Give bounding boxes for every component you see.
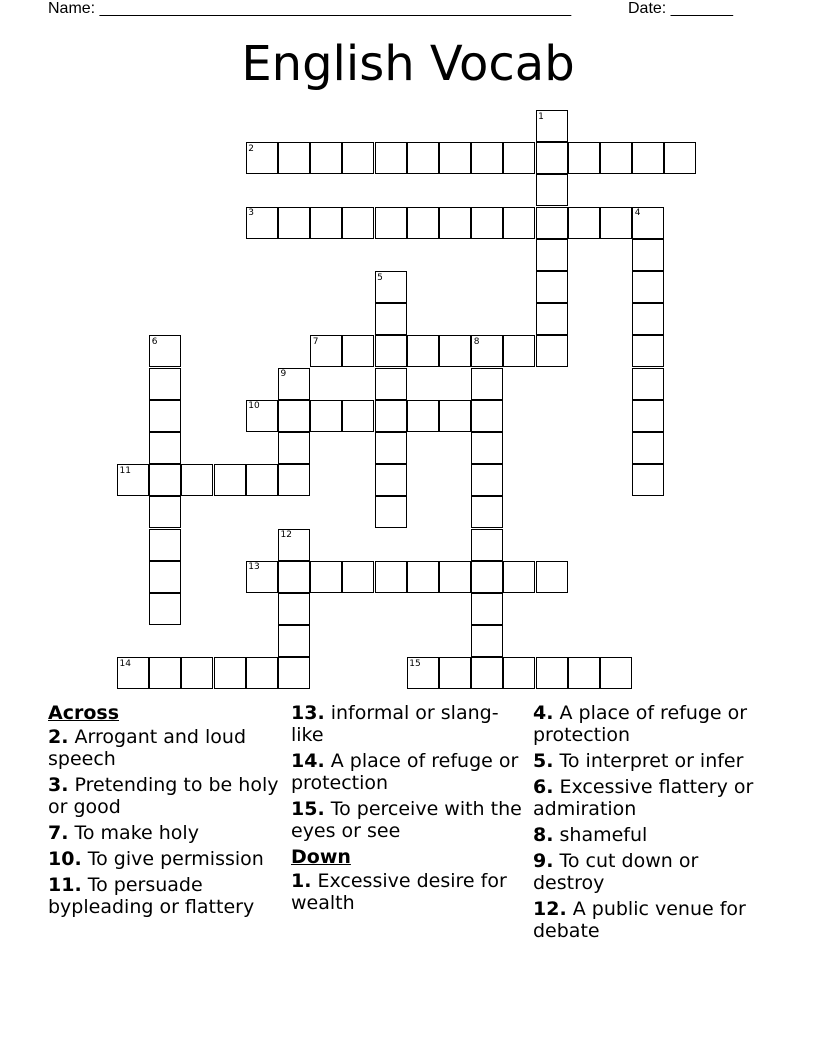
across-clue: 15. To perceive with the eyes or see [291,798,522,842]
grid-cell[interactable] [536,335,568,367]
name-line[interactable]: Name: _____________________________________________________ [48,0,572,17]
grid-cell[interactable] [632,432,664,464]
clue-number: 13 [248,562,260,573]
grid-cell[interactable] [471,625,503,657]
grid-cell[interactable] [600,207,632,239]
clue-number: 14 [119,658,131,669]
grid-cell[interactable] [407,335,439,367]
down-clue: 4. A place of refuge or protection [533,702,748,746]
grid-cell[interactable] [471,496,503,528]
grid-cell[interactable] [407,207,439,239]
grid-cell[interactable] [600,657,632,689]
grid-cell[interactable] [471,368,503,400]
across-clue: 2. Arrogant and loud speech [48,726,247,770]
grid-cell[interactable] [278,400,310,432]
grid-cell[interactable] [310,207,342,239]
grid-cell[interactable] [471,432,503,464]
grid-cell[interactable] [246,657,278,689]
grid-cell[interactable] [536,271,568,303]
grid-cell[interactable] [149,529,181,561]
grid-cell[interactable] [568,142,600,174]
grid-cell[interactable] [278,207,310,239]
across-clue: 14. A place of refuge or protection [291,750,519,794]
grid-cell[interactable] [278,561,310,593]
grid-cell[interactable] [149,368,181,400]
grid-cell[interactable] [375,303,407,335]
grid-cell[interactable] [342,207,374,239]
grid-cell[interactable] [536,657,568,689]
grid-cell[interactable] [149,561,181,593]
grid-cell[interactable] [375,561,407,593]
across-clue: 13. informal or slang-like [291,702,499,746]
down-clue: 1. Excessive desire for wealth [291,870,507,914]
grid-cell[interactable] [149,432,181,464]
grid-cell[interactable] [407,400,439,432]
page-title: English Vocab [241,36,575,92]
grid-cell[interactable] [342,561,374,593]
grid-cell[interactable] [342,400,374,432]
grid-cell[interactable] [310,142,342,174]
clue-number: 6 [151,336,158,347]
clue-column-3 [533,702,769,946]
grid-cell[interactable] [407,561,439,593]
clue-number: 7 [312,336,319,347]
down-clue: 8. shameful [533,824,648,846]
grid-cell[interactable] [536,142,568,174]
grid-cell[interactable] [375,142,407,174]
clue-number: 9 [280,369,287,380]
grid-cell[interactable] [632,464,664,496]
grid-cell[interactable] [471,561,503,593]
grid-cell[interactable] [375,335,407,367]
grid-cell[interactable] [375,432,407,464]
grid-cell[interactable] [149,400,181,432]
date-line[interactable]: Date: _______ [628,0,733,17]
across-clue: 3. Pretending to be holy or good [48,774,279,818]
grid-cell[interactable] [632,271,664,303]
grid-cell[interactable] [632,142,664,174]
grid-cell[interactable] [149,464,181,496]
grid-cell[interactable] [471,142,503,174]
clue-column-2 [291,702,527,918]
grid-cell[interactable] [375,496,407,528]
down-clue: 9. To cut down or destroy [533,850,699,894]
grid-cell[interactable] [278,625,310,657]
clue-number: 8 [473,336,480,347]
clue-number: 2 [248,143,255,154]
grid-cell[interactable] [278,593,310,625]
grid-cell[interactable] [375,400,407,432]
grid-cell[interactable] [632,400,664,432]
grid-cell[interactable] [471,207,503,239]
grid-cell[interactable] [439,657,471,689]
grid-cell[interactable] [536,239,568,271]
grid-cell[interactable] [342,142,374,174]
grid-cell[interactable] [471,593,503,625]
grid-cell[interactable] [536,207,568,239]
grid-cell[interactable] [342,335,374,367]
grid-cell[interactable] [471,400,503,432]
grid-cell[interactable] [503,561,535,593]
grid-cell[interactable] [214,464,246,496]
across-clue: 10. To give permission [48,848,264,870]
grid-cell[interactable] [471,529,503,561]
across-heading: Across [48,702,120,724]
down-heading: Down [291,846,351,868]
grid-cell[interactable] [536,174,568,206]
grid-cell[interactable] [214,657,246,689]
grid-cell[interactable] [536,561,568,593]
grid-cell[interactable] [375,207,407,239]
grid-cell[interactable] [278,464,310,496]
grid-cell[interactable] [568,657,600,689]
grid-cell[interactable] [503,335,535,367]
grid-cell[interactable] [439,400,471,432]
grid-cell[interactable] [471,464,503,496]
grid-cell[interactable] [310,400,342,432]
clue-number: 15 [409,658,421,669]
grid-cell[interactable] [439,561,471,593]
clue-number: 5 [377,272,383,283]
grid-cell[interactable] [278,142,310,174]
grid-cell[interactable] [407,142,439,174]
clue-number: 3 [248,208,255,219]
across-clue: 11. To persuade bypleading or flattery [48,874,255,918]
grid-cell[interactable] [149,593,181,625]
grid-cell[interactable] [375,368,407,400]
grid-cell[interactable] [439,335,471,367]
grid-cell[interactable] [439,142,471,174]
grid-cell[interactable] [439,207,471,239]
grid-cell[interactable] [149,496,181,528]
clue-number: 4 [634,208,641,219]
grid-cell[interactable] [503,207,535,239]
down-clue: 5. To interpret or infer [533,750,744,772]
down-clue: 6. Excessive flattery or admiration [533,776,754,820]
grid-cell[interactable] [181,464,213,496]
grid-cell[interactable] [149,657,181,689]
grid-cell[interactable] [310,561,342,593]
grid-cell[interactable] [278,657,310,689]
clue-column-1 [48,702,284,922]
grid-cell[interactable] [632,335,664,367]
grid-cell[interactable] [600,142,632,174]
clue-number: 10 [248,401,260,412]
grid-cell[interactable] [471,657,503,689]
grid-cell[interactable] [568,207,600,239]
grid-cell[interactable] [536,303,568,335]
clue-number: 12 [280,530,292,541]
grid-cell[interactable] [632,303,664,335]
grid-cell[interactable] [375,464,407,496]
down-clue: 12. A public venue for debate [533,898,746,942]
grid-cell[interactable] [632,368,664,400]
grid-cell[interactable] [278,432,310,464]
grid-cell[interactable] [632,239,664,271]
grid-cell[interactable] [503,142,535,174]
grid-cell[interactable] [181,657,213,689]
clue-number: 1 [538,111,544,122]
clue-number: 11 [119,465,131,476]
grid-cell[interactable] [664,142,696,174]
grid-cell[interactable] [503,657,535,689]
across-clue: 7. To make holy [48,822,199,844]
grid-cell[interactable] [246,464,278,496]
